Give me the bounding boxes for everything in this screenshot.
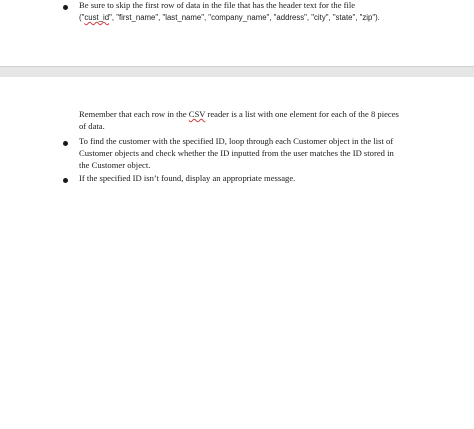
bullet-icon [63,5,68,10]
paragraph-text-start: Remember that each row in the [79,109,189,119]
bullet-text-line: Be sure to skip the first row of data in the file that has the header text for the file [79,0,356,10]
open-paren: (" [79,12,85,22]
bullet-item-find-customer: To find the customer with the specified ID, loop through each Customer object in the list of Customer objects and check whether the ID inputted from the user matches the ID stored in the Customer object. [79,136,394,170]
document-page-bottom [0,77,474,429]
paragraph-text-end: reader is a list with one element for each of the 8 pieces of data. [79,109,399,131]
paragraph-csv-reader [79,109,402,133]
bullet-item-skip-header [79,0,402,24]
bullet-item-not-found: If the specified ID isn’t found, display an appropriate message. [79,173,296,183]
header-field-list [79,13,380,22]
document-page-top [0,0,474,66]
bullet-icon [63,178,68,183]
bullet-icon [63,141,68,146]
spellcheck-word: CSV [188,109,206,119]
spellcheck-word: cust_id [84,12,110,22]
field-list-rest: ", "first_name", "last_name", "company_name", "address", "city", "state", "zip"). [109,12,380,22]
